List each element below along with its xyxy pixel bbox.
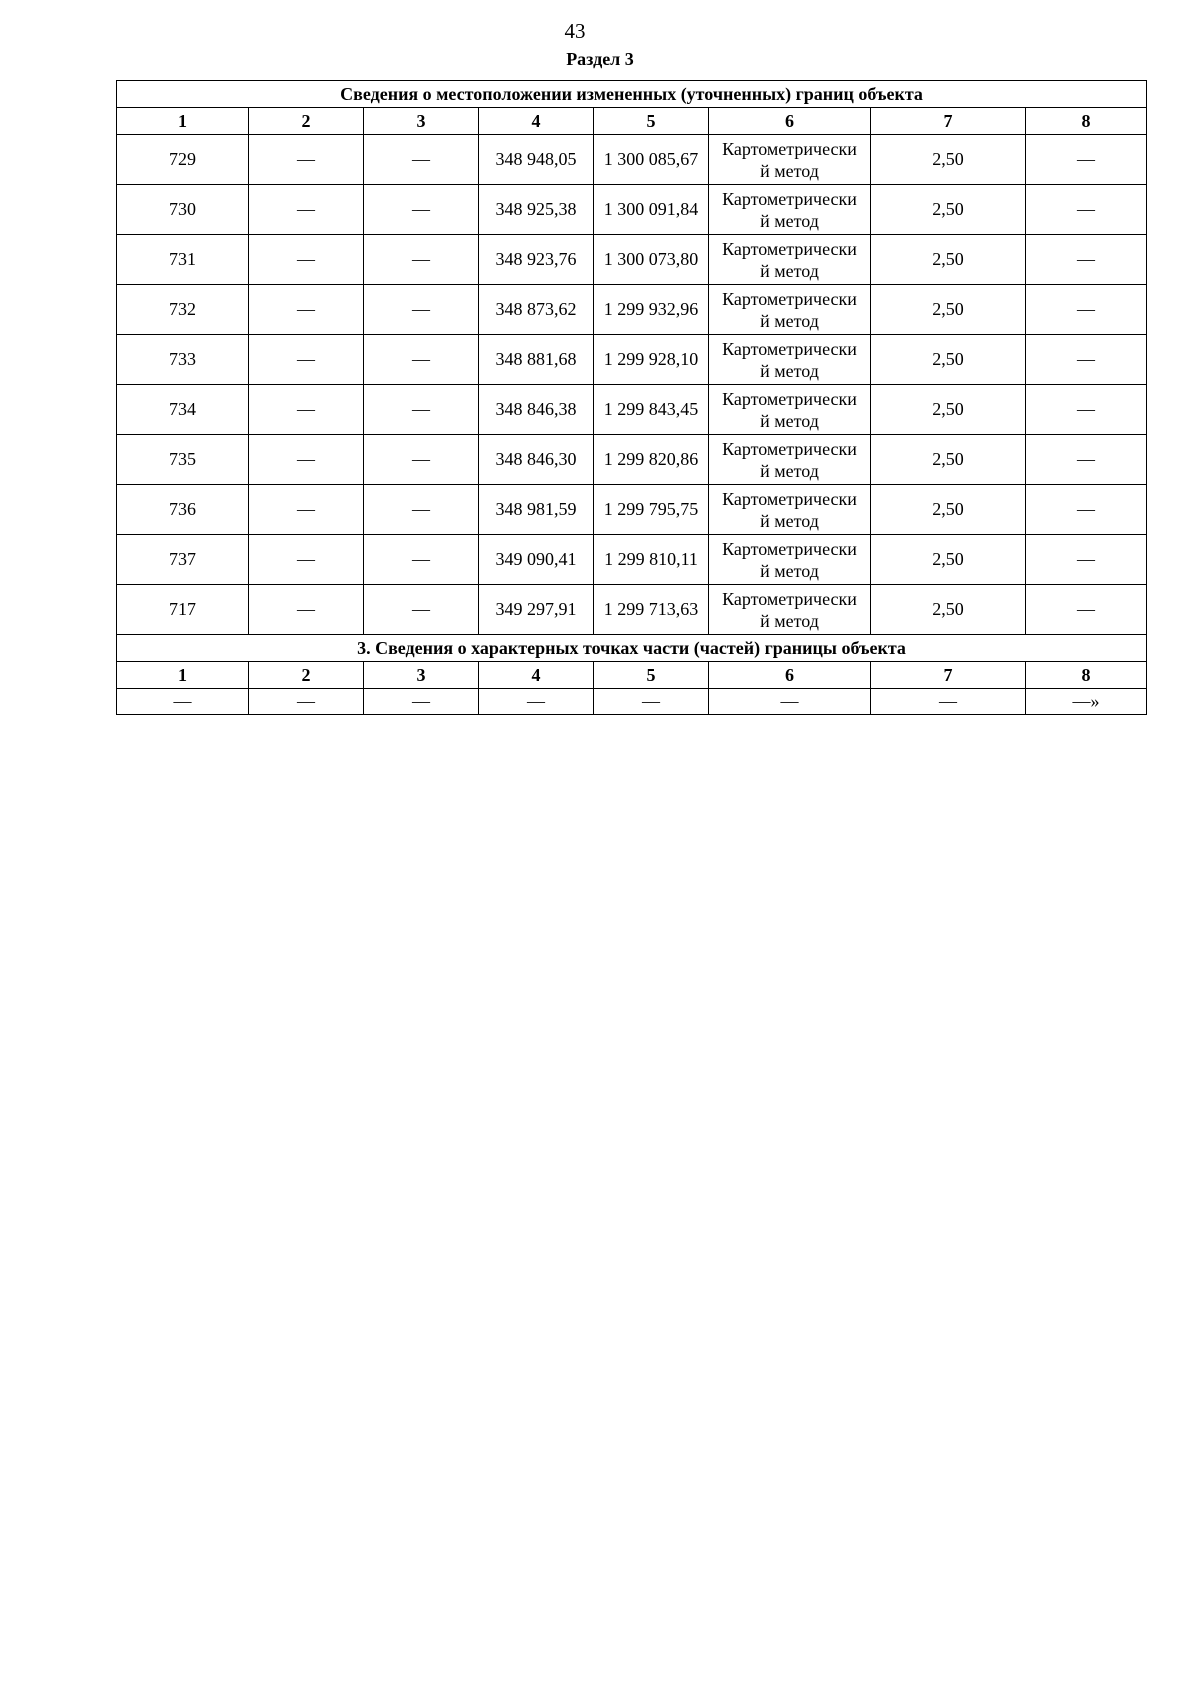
method-line: й метод bbox=[760, 160, 819, 181]
method-line: й метод bbox=[760, 560, 819, 581]
page-number: 43 bbox=[564, 19, 586, 43]
point-number-cell: 729 bbox=[117, 135, 249, 185]
column-3-cell: — bbox=[364, 385, 479, 435]
method-cell bbox=[709, 285, 871, 335]
column-8-cell: — bbox=[1026, 435, 1147, 485]
column-number: 2 bbox=[249, 662, 364, 689]
table-row bbox=[117, 535, 1147, 585]
coordinate-y-cell: 1 300 085,67 bbox=[594, 135, 709, 185]
column-3-cell: — bbox=[364, 185, 479, 235]
point-number-cell: 734 bbox=[117, 385, 249, 435]
coordinate-y-cell: 1 299 843,45 bbox=[594, 385, 709, 435]
column-8-cell: — bbox=[1026, 335, 1147, 385]
subsection-cell: — bbox=[364, 689, 479, 715]
column-number: 4 bbox=[479, 662, 594, 689]
accuracy-cell: 2,50 bbox=[871, 135, 1026, 185]
column-number: 6 bbox=[709, 662, 871, 689]
column-number: 6 bbox=[709, 108, 871, 135]
coordinate-y-cell: 1 299 928,10 bbox=[594, 335, 709, 385]
column-3-cell: — bbox=[364, 435, 479, 485]
method-line: Картометрически bbox=[722, 338, 857, 359]
column-number: 7 bbox=[871, 662, 1026, 689]
column-3-cell: — bbox=[364, 585, 479, 635]
column-3-cell: — bbox=[364, 535, 479, 585]
coordinate-x-cell: 348 846,38 bbox=[479, 385, 594, 435]
coordinate-x-cell: 348 873,62 bbox=[479, 285, 594, 335]
subsection-row bbox=[117, 689, 1147, 715]
accuracy-cell: 2,50 bbox=[871, 435, 1026, 485]
column-number-row bbox=[117, 108, 1147, 135]
method-line: й метод bbox=[760, 610, 819, 631]
column-8-cell: — bbox=[1026, 385, 1147, 435]
point-number-cell: 737 bbox=[117, 535, 249, 585]
table-caption: Сведения о местоположении измененных (уточненных) границ объекта bbox=[117, 81, 1147, 108]
coordinate-y-cell: 1 299 810,11 bbox=[594, 535, 709, 585]
table-row bbox=[117, 335, 1147, 385]
coordinate-y-cell: 1 299 820,86 bbox=[594, 435, 709, 485]
coordinate-x-cell: 348 948,05 bbox=[479, 135, 594, 185]
column-number: 5 bbox=[594, 108, 709, 135]
method-line: Картометрически bbox=[722, 488, 857, 509]
column-number: 8 bbox=[1026, 662, 1147, 689]
method-line: Картометрически bbox=[722, 588, 857, 609]
column-8-cell: — bbox=[1026, 135, 1147, 185]
column-number: 2 bbox=[249, 108, 364, 135]
subsection-cell: — bbox=[871, 689, 1026, 715]
table-row bbox=[117, 585, 1147, 635]
coordinate-y-cell: 1 299 932,96 bbox=[594, 285, 709, 335]
column-number: 7 bbox=[871, 108, 1026, 135]
accuracy-cell: 2,50 bbox=[871, 585, 1026, 635]
method-cell bbox=[709, 535, 871, 585]
column-2-cell: — bbox=[249, 435, 364, 485]
accuracy-cell: 2,50 bbox=[871, 535, 1026, 585]
column-3-cell: — bbox=[364, 285, 479, 335]
column-2-cell: — bbox=[249, 585, 364, 635]
coordinate-x-cell: 348 925,38 bbox=[479, 185, 594, 235]
point-number-cell: 730 bbox=[117, 185, 249, 235]
accuracy-cell: 2,50 bbox=[871, 385, 1026, 435]
method-line: й метод bbox=[760, 310, 819, 331]
column-2-cell: — bbox=[249, 185, 364, 235]
method-line: й метод bbox=[760, 460, 819, 481]
coordinate-y-cell: 1 300 073,80 bbox=[594, 235, 709, 285]
method-line: й метод bbox=[760, 260, 819, 281]
method-line: Картометрически bbox=[722, 138, 857, 159]
method-cell bbox=[709, 585, 871, 635]
column-3-cell: — bbox=[364, 335, 479, 385]
coordinate-x-cell: 348 981,59 bbox=[479, 485, 594, 535]
point-number-cell: 731 bbox=[117, 235, 249, 285]
method-line: Картометрически bbox=[722, 238, 857, 259]
table-row bbox=[117, 435, 1147, 485]
column-8-cell: — bbox=[1026, 235, 1147, 285]
coordinate-x-cell: 348 846,30 bbox=[479, 435, 594, 485]
method-cell bbox=[709, 485, 871, 535]
table-row bbox=[117, 385, 1147, 435]
column-2-cell: — bbox=[249, 385, 364, 435]
table-row bbox=[117, 235, 1147, 285]
column-number: 4 bbox=[479, 108, 594, 135]
method-line: й метод bbox=[760, 360, 819, 381]
method-line: Картометрически bbox=[722, 288, 857, 309]
table-row bbox=[117, 285, 1147, 335]
column-3-cell: — bbox=[364, 235, 479, 285]
subsection-cell: — bbox=[117, 689, 249, 715]
coordinate-x-cell: 348 923,76 bbox=[479, 235, 594, 285]
boundary-table bbox=[116, 80, 1147, 715]
subsection-caption-row bbox=[117, 635, 1147, 662]
column-number: 3 bbox=[364, 108, 479, 135]
coordinate-x-cell: 349 297,91 bbox=[479, 585, 594, 635]
method-cell bbox=[709, 335, 871, 385]
section-title: Раздел 3 bbox=[566, 49, 634, 69]
column-3-cell: — bbox=[364, 135, 479, 185]
method-cell bbox=[709, 385, 871, 435]
method-line: Картометрически bbox=[722, 388, 857, 409]
point-number-cell: 732 bbox=[117, 285, 249, 335]
coordinate-y-cell: 1 300 091,84 bbox=[594, 185, 709, 235]
coordinate-y-cell: 1 299 795,75 bbox=[594, 485, 709, 535]
point-number-cell: 735 bbox=[117, 435, 249, 485]
coordinate-y-cell: 1 299 713,63 bbox=[594, 585, 709, 635]
method-cell bbox=[709, 135, 871, 185]
table-caption-row bbox=[117, 81, 1147, 108]
column-2-cell: — bbox=[249, 135, 364, 185]
table-row bbox=[117, 135, 1147, 185]
column-8-cell: — bbox=[1026, 535, 1147, 585]
column-number: 3 bbox=[364, 662, 479, 689]
accuracy-cell: 2,50 bbox=[871, 235, 1026, 285]
column-8-cell: — bbox=[1026, 485, 1147, 535]
point-number-cell: 733 bbox=[117, 335, 249, 385]
coordinate-x-cell: 349 090,41 bbox=[479, 535, 594, 585]
subsection-column-number-row bbox=[117, 662, 1147, 689]
column-2-cell: — bbox=[249, 235, 364, 285]
subsection-cell: —» bbox=[1026, 689, 1147, 715]
subsection-cell: — bbox=[709, 689, 871, 715]
accuracy-cell: 2,50 bbox=[871, 485, 1026, 535]
column-number: 1 bbox=[117, 662, 249, 689]
column-number: 1 bbox=[117, 108, 249, 135]
method-line: Картометрически bbox=[722, 538, 857, 559]
method-cell bbox=[709, 235, 871, 285]
method-line: Картометрически bbox=[722, 438, 857, 459]
column-3-cell: — bbox=[364, 485, 479, 535]
coordinate-x-cell: 348 881,68 bbox=[479, 335, 594, 385]
subsection-caption: 3. Сведения о характерных точках части (частей) границы объекта bbox=[117, 635, 1147, 662]
column-2-cell: — bbox=[249, 535, 364, 585]
method-line: й метод bbox=[760, 410, 819, 431]
column-8-cell: — bbox=[1026, 585, 1147, 635]
subsection-cell: — bbox=[479, 689, 594, 715]
method-cell bbox=[709, 435, 871, 485]
column-number: 5 bbox=[594, 662, 709, 689]
method-line: й метод bbox=[760, 510, 819, 531]
method-cell bbox=[709, 185, 871, 235]
accuracy-cell: 2,50 bbox=[871, 185, 1026, 235]
column-8-cell: — bbox=[1026, 185, 1147, 235]
point-number-cell: 736 bbox=[117, 485, 249, 535]
method-line: й метод bbox=[760, 210, 819, 231]
accuracy-cell: 2,50 bbox=[871, 335, 1026, 385]
table-row bbox=[117, 485, 1147, 535]
method-line: Картометрически bbox=[722, 188, 857, 209]
table-row bbox=[117, 185, 1147, 235]
column-2-cell: — bbox=[249, 285, 364, 335]
subsection-cell: — bbox=[249, 689, 364, 715]
accuracy-cell: 2,50 bbox=[871, 285, 1026, 335]
column-2-cell: — bbox=[249, 335, 364, 385]
column-8-cell: — bbox=[1026, 285, 1147, 335]
point-number-cell: 717 bbox=[117, 585, 249, 635]
subsection-cell: — bbox=[594, 689, 709, 715]
column-number: 8 bbox=[1026, 108, 1147, 135]
column-2-cell: — bbox=[249, 485, 364, 535]
